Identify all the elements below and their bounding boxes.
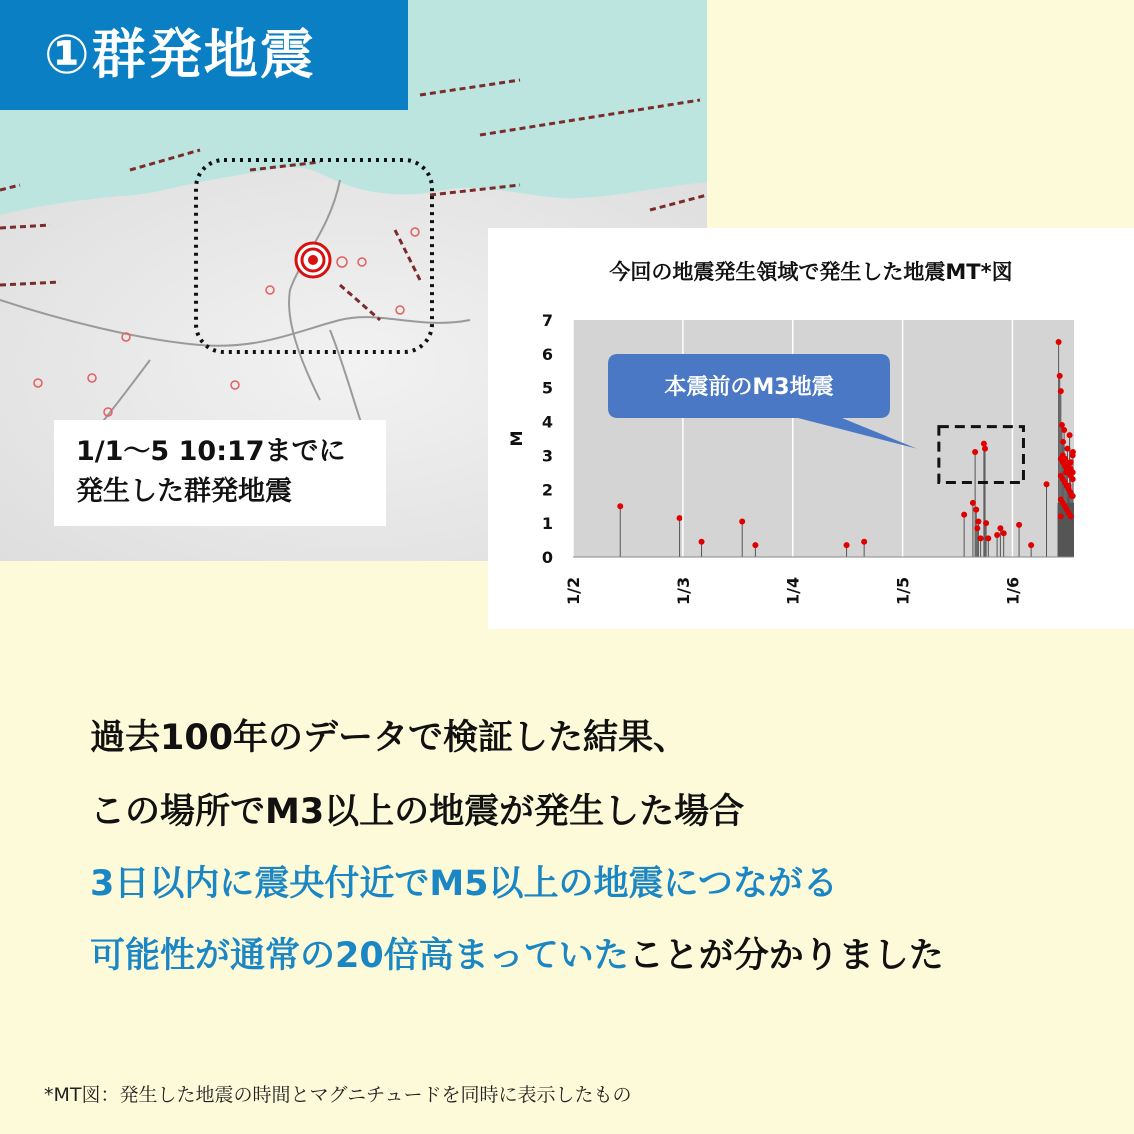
data-point xyxy=(974,525,980,531)
data-point xyxy=(972,449,978,455)
chart-title: 今回の地震発生領域で発生した地震MT*図 xyxy=(609,260,1013,284)
data-point xyxy=(1070,493,1076,499)
data-point xyxy=(1044,481,1050,487)
data-point xyxy=(983,520,989,526)
data-point xyxy=(699,539,705,545)
y-axis-label: M xyxy=(507,430,526,447)
page-title: ①群発地震 xyxy=(0,0,408,110)
data-point xyxy=(1061,427,1067,433)
body-line-4 xyxy=(90,928,944,978)
y-tick-label: 7 xyxy=(541,311,553,330)
data-point xyxy=(1070,452,1076,458)
mt-chart-panel xyxy=(488,228,1134,629)
x-tick-label: 1/6 xyxy=(1003,576,1023,605)
data-point xyxy=(1067,432,1073,438)
data-point xyxy=(997,525,1003,531)
body-line-4-rest: ことが分かりました xyxy=(628,936,944,976)
y-tick-label: 0 xyxy=(541,548,553,567)
body-line-1: 過去100年のデータで検証した結果、 xyxy=(90,718,689,758)
data-point xyxy=(975,518,981,524)
data-point xyxy=(1028,542,1034,548)
map-label xyxy=(54,420,386,526)
data-point xyxy=(1016,522,1022,528)
y-tick-label: 4 xyxy=(541,412,553,432)
data-point xyxy=(1060,439,1066,445)
data-point xyxy=(844,542,850,548)
callout-text: 本震前のM3地震 xyxy=(664,375,834,400)
map-label-line2: 発生した群発地震 xyxy=(76,476,292,507)
data-point xyxy=(1001,530,1007,536)
data-point xyxy=(1070,476,1076,482)
data-point xyxy=(970,500,976,506)
x-tick-label: 1/4 xyxy=(783,576,803,605)
data-point xyxy=(1058,513,1064,519)
x-tick-label: 1/2 xyxy=(564,576,583,605)
y-tick-label: 1 xyxy=(541,514,553,534)
y-tick-label: 3 xyxy=(541,446,553,466)
data-point xyxy=(982,446,988,452)
data-point xyxy=(752,542,758,548)
epicenter-marker xyxy=(296,243,330,277)
data-point xyxy=(677,515,683,521)
data-point xyxy=(1056,339,1062,345)
footnote: *MT図：発生した地震の時間とマグニチュードを同時に表示したもの xyxy=(44,1084,632,1106)
data-point xyxy=(1058,388,1064,394)
data-point xyxy=(1068,513,1074,519)
data-point xyxy=(861,539,867,545)
body-line-4-highlight: 可能性が通常の20倍高まっていた xyxy=(90,936,629,976)
y-tick-label: 6 xyxy=(541,344,553,364)
x-tick-label: 1/3 xyxy=(673,576,693,605)
data-point xyxy=(961,512,967,518)
y-tick-label: 5 xyxy=(541,378,553,398)
data-point xyxy=(981,441,987,447)
data-point xyxy=(739,518,745,524)
y-tick-label: 2 xyxy=(541,480,553,500)
data-point xyxy=(617,503,623,509)
data-point xyxy=(1057,373,1063,379)
data-point xyxy=(985,535,991,541)
data-point xyxy=(994,532,1000,538)
mt-chart xyxy=(488,228,1134,629)
body-line-3: 3日以内に震央付近でM5以上の地震につながる xyxy=(90,864,838,904)
data-point xyxy=(978,535,984,541)
data-point xyxy=(973,507,979,513)
map-label-line1: 1/1〜5 10:17までに xyxy=(76,436,346,467)
x-tick-label: 1/5 xyxy=(893,576,913,605)
body-line-2: この場所でM3以上の地震が発生した場合 xyxy=(90,792,745,832)
data-point xyxy=(1064,446,1070,452)
y-axis xyxy=(542,311,553,567)
